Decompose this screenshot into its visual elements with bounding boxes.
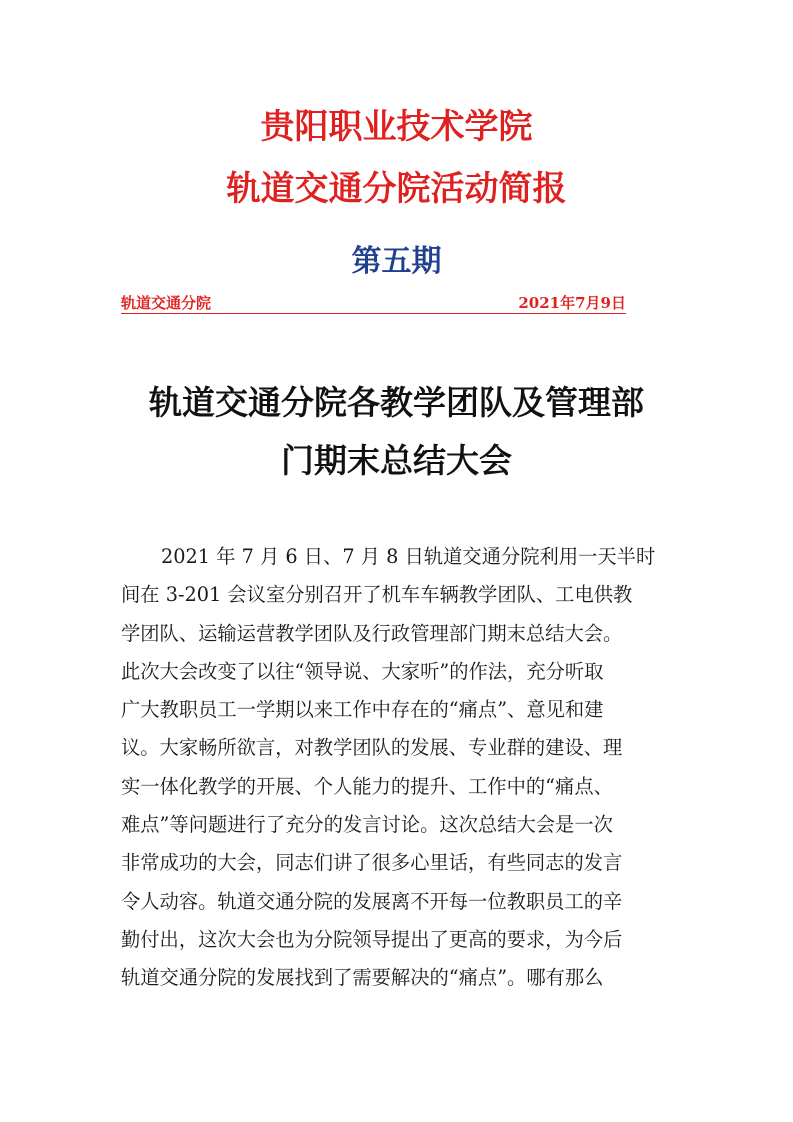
body-line: 非常成功的大会，同志们讲了很多心里话，有些同志的发言 (121, 851, 623, 875)
body-line: 难点”等问题进行了充分的发言讨论。这次总结大会是一次 (121, 813, 613, 837)
body-line: 学团队、运输运营教学团队及行政管理部门期末总结大会。 (121, 621, 623, 645)
publish-date: 2021年7月9日 (518, 294, 626, 312)
bulletin-title: 轨道交通分院活动简报 (226, 169, 567, 209)
body-line: 议。大家畅所欲言，对教学团队的发展、专业群的建设、理 (121, 736, 623, 760)
body-line: 勤付出，这次大会也为分院领导提出了更高的要求，为今后 (121, 927, 623, 951)
body-line: 轨道交通分院的发展找到了需要解决的“痛点”。哪有那么 (121, 966, 604, 990)
body-line: 间在 3-201 会议室分别召开了机车车辆教学团队、工电供教 (121, 583, 633, 607)
body-line: 2021 年 7 月 6 日、7 月 8 日轨道交通分院利用一天半时 (161, 545, 656, 568)
article-headline-line2: 门期末总结大会 (281, 441, 512, 480)
department-name: 轨道交通分院 (121, 294, 212, 312)
body-line: 此次大会改变了以往“领导说、大家听”的作法，充分听取 (121, 659, 604, 683)
masthead-rule (121, 313, 626, 314)
article-headline-line1: 轨道交通分院各教学团队及管理部 (149, 383, 644, 422)
body-line: 令人动容。轨道交通分院的发展离不开每一位教职员工的辛 (121, 889, 623, 913)
body-line: 广大教职员工一学期以来工作中存在的“痛点”、意见和建 (121, 698, 604, 722)
body-line: 实一体化教学的开展、个人能力的提升、工作中的“痛点、 (121, 774, 613, 798)
masthead-meta (121, 294, 626, 314)
article-body (121, 538, 681, 998)
institution-title: 贵阳职业技术学院 (260, 107, 533, 147)
issue-number: 第五期 (351, 244, 442, 279)
